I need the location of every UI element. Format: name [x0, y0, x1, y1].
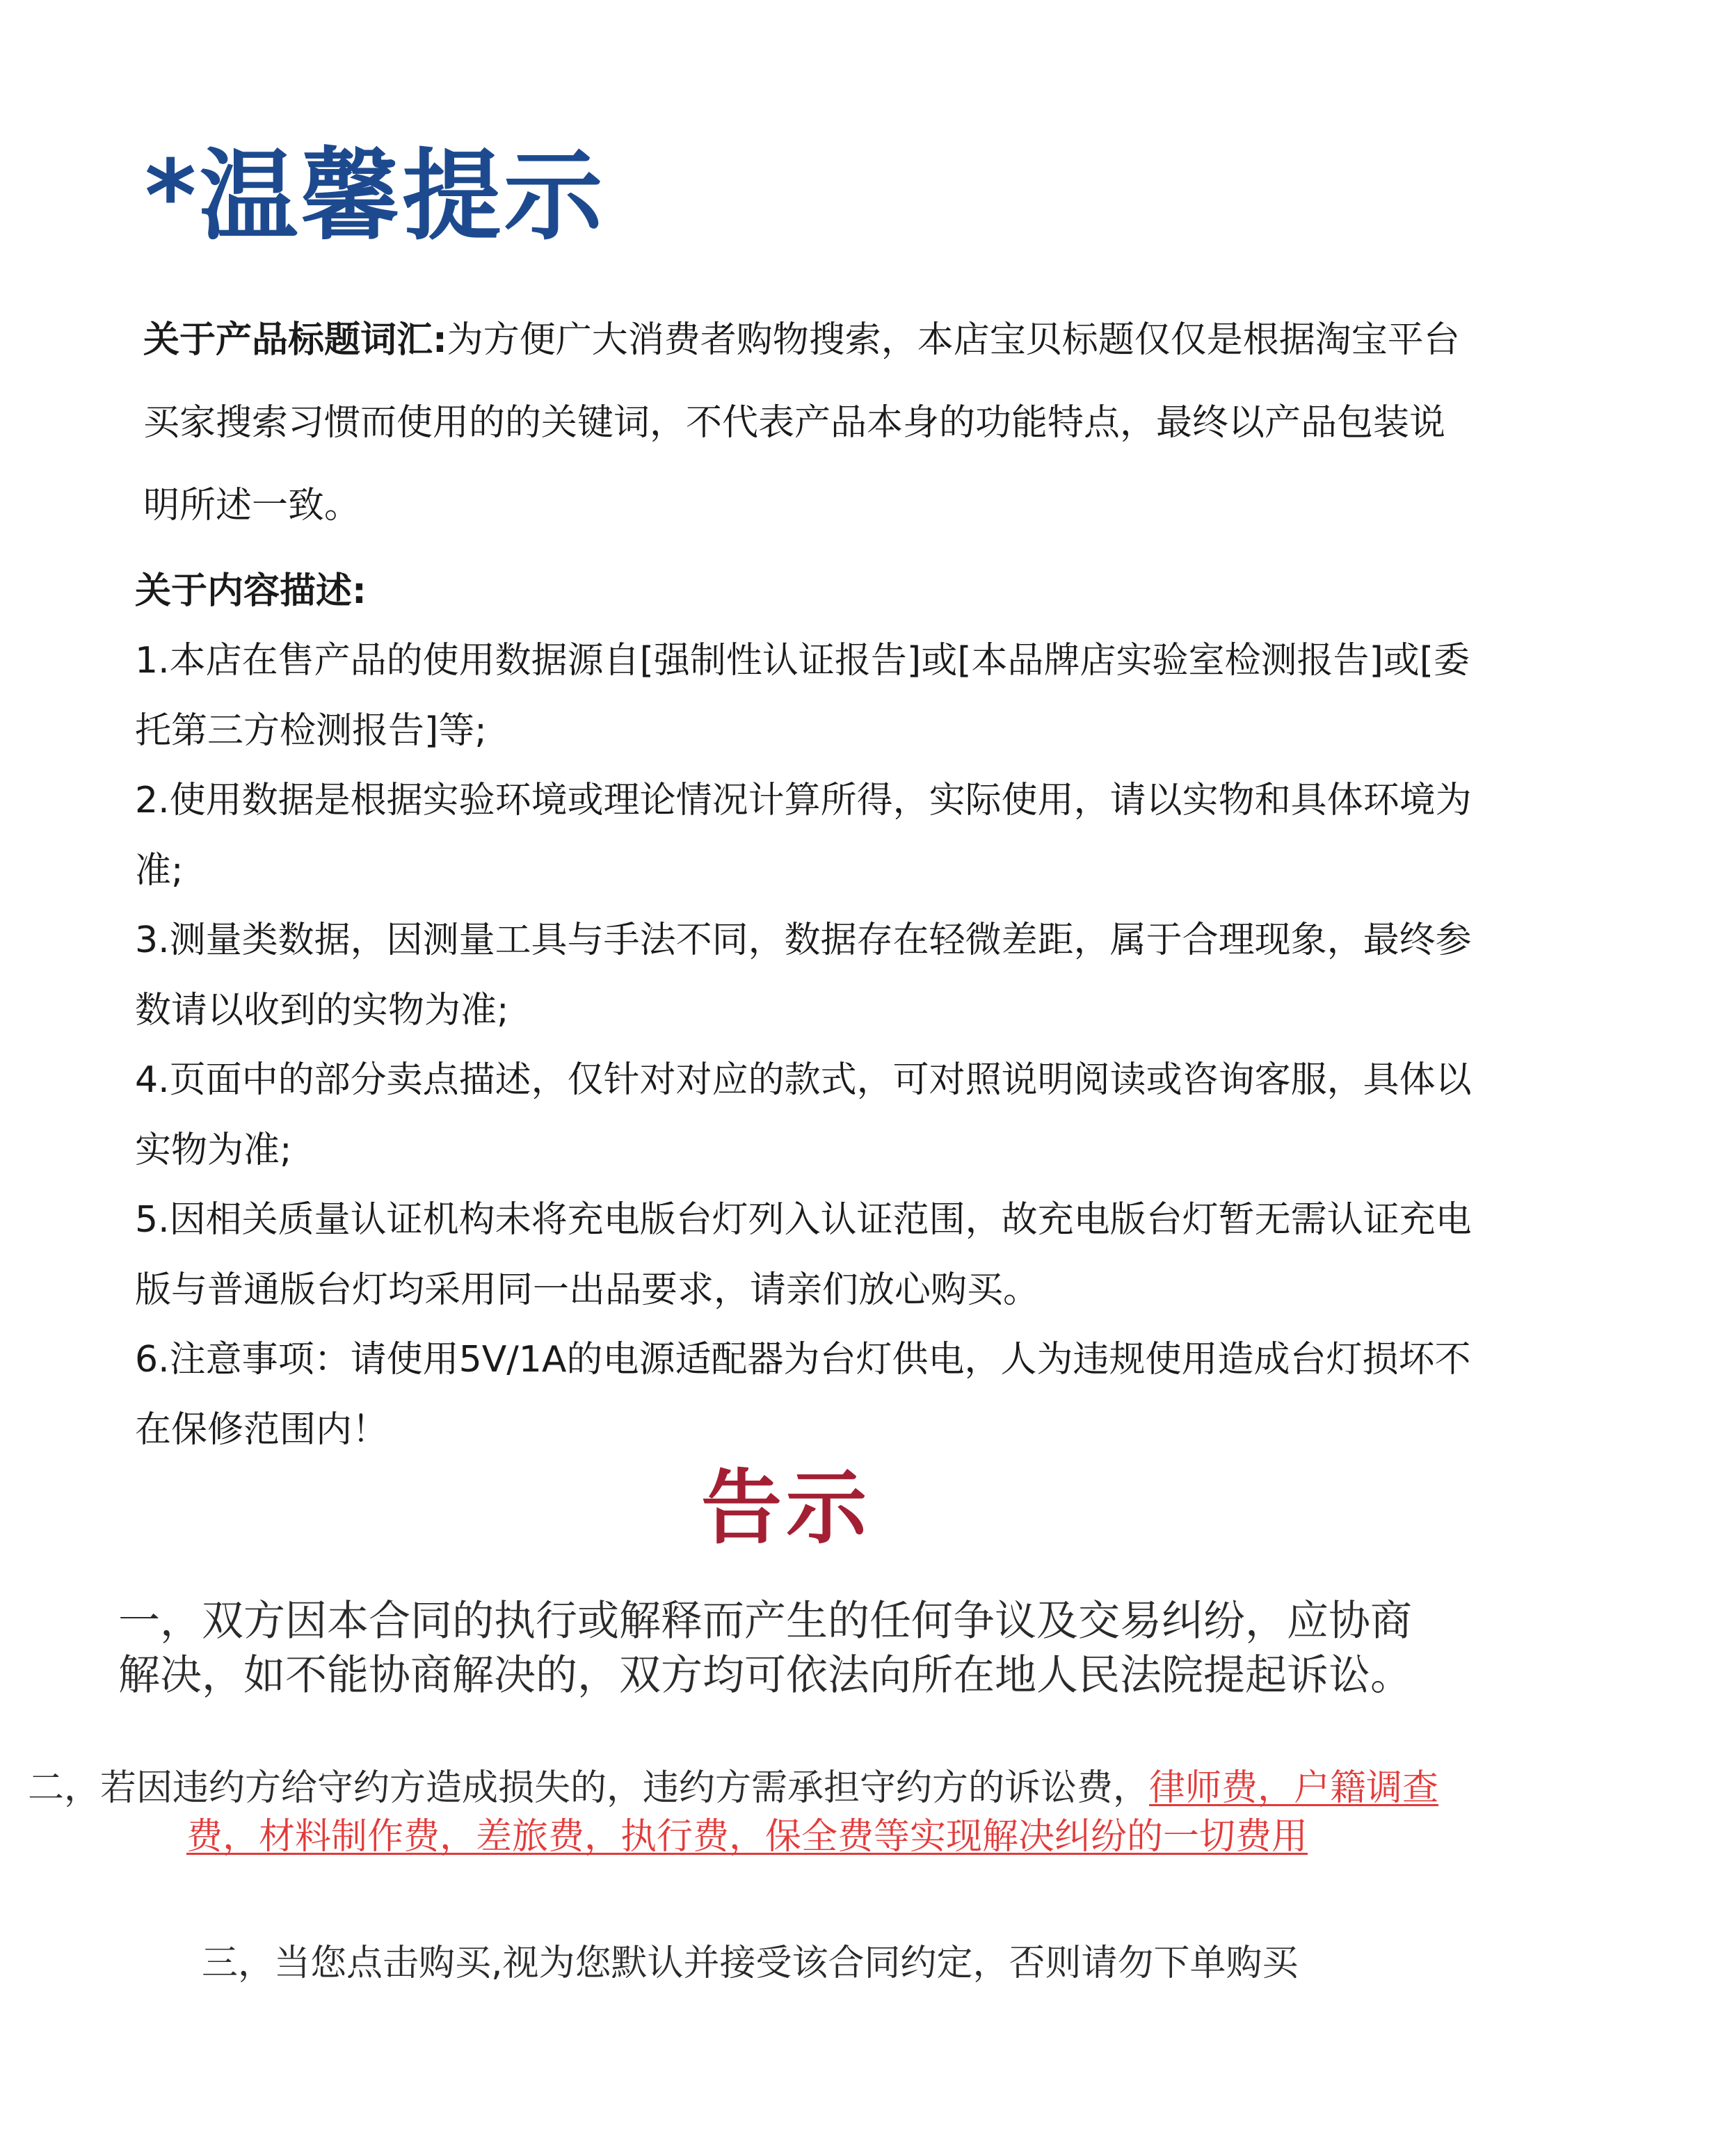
description-line: 托第三方检测报告]等; [135, 709, 487, 752]
page-title: *温馨提示 [145, 139, 606, 254]
content-description-list [135, 626, 1477, 1465]
title-terms-line-2: 买家搜索习惯而使用的的关键词，不代表产品本身的功能特点，最终以产品包装说 [143, 402, 1446, 444]
title-terms-note [143, 299, 1521, 547]
notice-title: 告示 [701, 1461, 871, 1555]
description-line: 版与普通版台灯均采用同一出品要求，请亲们放心购买。 [135, 1269, 1040, 1311]
description-line: 1.本店在售产品的使用数据源自[强制性认证报告]或[本品牌店实验室检测报告]或[委 [135, 640, 1470, 682]
content-description-heading: 关于内容描述: [135, 570, 367, 612]
title-terms-line-1: 为方便广大消费者购物搜索，本店宝贝标题仅仅是根据淘宝平台 [447, 319, 1460, 361]
description-line: 实物为准; [135, 1129, 292, 1171]
clause-2-highlight-2: 费，材料制作费，差旅费，执行费，保全费等实现解决纠纷的一切费用 [186, 1816, 1308, 1858]
description-line: 4.页面中的部分卖点描述，仅针对对应的款式，可对照说明阅读或咨询客服，具体以 [135, 1059, 1472, 1101]
notice-clause-2 [28, 1764, 1586, 1861]
clause-1-line-1: 一，双方因本合同的执行或解释而产生的任何争议及交易纠纷，应协商 [118, 1597, 1412, 1646]
description-line: 2.使用数据是根据实验环境或理论情况计算所得，实际使用，请以实物和具体环境为 [135, 780, 1472, 821]
clause-2-highlight-1: 律师费，户籍调查 [1149, 1767, 1439, 1809]
description-line: 6.注意事项：请使用5V/1A的电源适配器为台灯供电，人为违规使用造成台灯损坏不 [135, 1339, 1471, 1381]
title-terms-label: 关于产品标题词汇: [143, 319, 447, 361]
description-line: 准; [135, 849, 184, 892]
clause-1-line-2: 解决，如不能协商解决的，双方均可依法向所在地人民法院提起诉讼。 [118, 1651, 1412, 1700]
notice-clause-1 [118, 1594, 1509, 1703]
description-line: 3.测量类数据，因测量工具与手法不同，数据存在轻微差距，属于合理现象，最终参 [135, 919, 1472, 961]
title-terms-line-3: 明所述一致。 [143, 485, 361, 526]
description-line: 在保修范围内！ [135, 1408, 389, 1451]
clause-2-text: 二，若因违约方给守约方造成损失的，违约方需承担守约方的诉讼费， [28, 1767, 1150, 1809]
notice-clause-3: 三，当您点击购买,视为您默认并接受该合同约定，否则请勿下单购买 [202, 1942, 1299, 1984]
description-line: 5.因相关质量认证机构未将充电版台灯列入认证范围，故充电版台灯暂无需认证充电 [135, 1199, 1472, 1241]
description-line: 数请以收到的实物为准; [135, 989, 509, 1031]
